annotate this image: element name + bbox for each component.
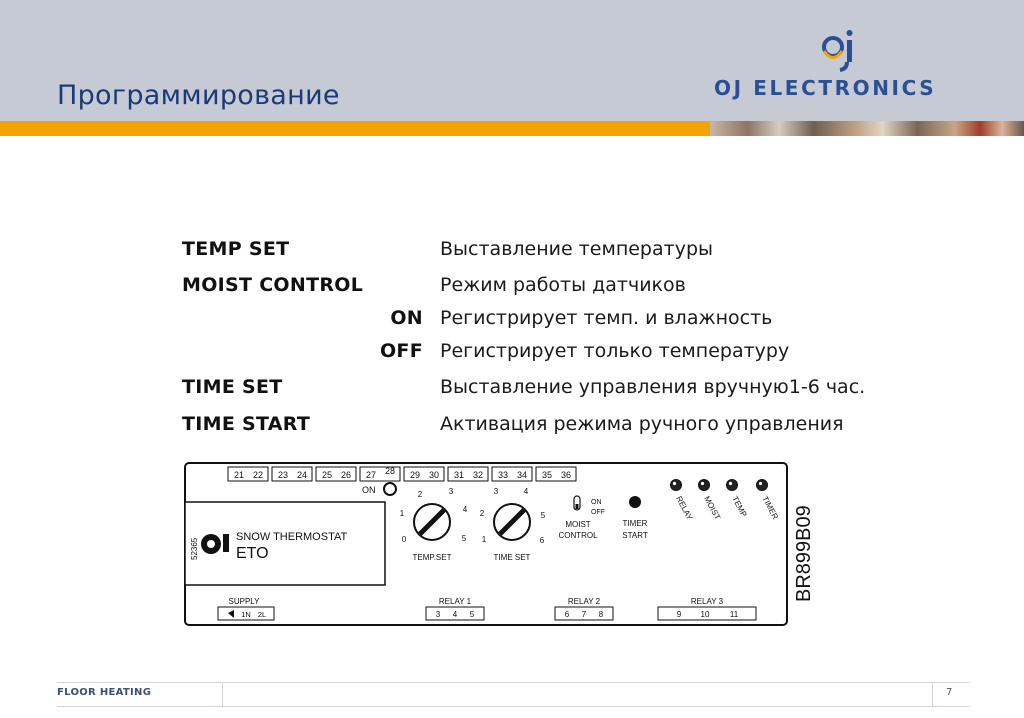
led-label: TEMP — [730, 494, 749, 519]
temp-set-dial[interactable] — [414, 504, 450, 540]
device-model: ETO — [236, 545, 269, 562]
moist-control-switch[interactable] — [574, 496, 580, 510]
dial-scale-label: 5 — [461, 534, 467, 543]
dial-scale-label: 2 — [479, 509, 485, 518]
terminal-label: 23 — [277, 470, 289, 480]
terminal-label: 30 — [428, 470, 440, 480]
timer-start-label-line2: START — [622, 531, 648, 540]
definition-row — [330, 307, 423, 329]
control-panel-diagram — [182, 460, 822, 632]
row-term: TIME SET — [182, 376, 283, 398]
terminal-label: 28 — [384, 466, 396, 476]
relay1-label: RELAY 1 — [438, 597, 472, 606]
terminal-label: 11 — [729, 610, 739, 619]
terminal-label: 4 — [452, 610, 458, 619]
definition-row — [182, 274, 363, 296]
led-label: RELAY — [674, 494, 695, 522]
terminal-label: 24 — [296, 470, 308, 480]
terminal-label: 36 — [560, 470, 572, 480]
footer-section-label: FLOOR HEATING — [57, 687, 152, 698]
terminal-label: 8 — [598, 610, 604, 619]
switch-off-label: OFF — [591, 509, 605, 516]
row-definition: Регистрирует только температуру — [440, 340, 790, 362]
terminal-label: 21 — [233, 470, 245, 480]
dial-scale-label: 1 — [399, 509, 405, 518]
terminal-label: 10 — [700, 610, 710, 619]
terminal-label: 7 — [581, 610, 587, 619]
row-term: ON — [390, 307, 423, 329]
dial-scale-label: 3 — [493, 487, 499, 496]
part-number: BR899B09 — [793, 505, 815, 602]
footer-bottom-rule — [57, 706, 970, 707]
row-definition: Режим работы датчиков — [440, 274, 686, 296]
terminal-label: 9 — [676, 610, 682, 619]
terminal-label: 34 — [516, 470, 528, 480]
terminal-label: 27 — [365, 470, 377, 480]
terminal-label: 6 — [564, 610, 570, 619]
switch-on-label: ON — [591, 499, 602, 506]
moist-control-label-line1: MOIST — [565, 520, 591, 529]
time-set-label: TIME SET — [493, 553, 531, 562]
page-number: 7 — [946, 687, 953, 698]
terminal-label: 1N — [241, 610, 251, 619]
device-name: SNOW THERMOSTAT — [236, 531, 348, 543]
device-number: 52365 — [190, 537, 199, 560]
terminal-label: 22 — [252, 470, 264, 480]
oj-logo-icon — [710, 28, 980, 78]
terminal-label: 5 — [469, 610, 475, 619]
row-term: OFF — [379, 340, 423, 362]
definition-row — [182, 413, 310, 435]
row-definition: Регистрирует темп. и влажность — [440, 307, 773, 329]
terminal-label: 32 — [472, 470, 484, 480]
on-indicator-label: ON — [362, 485, 376, 495]
terminal-label: 35 — [541, 470, 553, 480]
dial-scale-label: 0 — [401, 535, 407, 544]
timer-start-button[interactable] — [629, 496, 641, 508]
led-label: MOIST — [702, 494, 723, 522]
relay3-label: RELAY 3 — [690, 597, 724, 606]
led-label: TIMER — [760, 494, 780, 521]
supply-label: SUPPLY — [228, 597, 260, 606]
dial-scale-label: 4 — [523, 487, 529, 496]
brand-name: OJ ELECTRONICS — [714, 76, 937, 100]
definition-row — [182, 238, 289, 260]
terminal-label: 25 — [321, 470, 333, 480]
terminal-label: 31 — [453, 470, 465, 480]
footer-divider — [222, 683, 223, 707]
dial-scale-label: 4 — [462, 505, 468, 514]
dial-scale-label: 1 — [481, 535, 487, 544]
row-definition: Активация режима ручного управления — [440, 413, 844, 435]
dial-scale-label: 5 — [540, 511, 546, 520]
terminal-label: 3 — [435, 610, 441, 619]
dial-scale-label: 6 — [539, 536, 545, 545]
row-definition: Выставление управления вручную1-6 час. — [440, 376, 866, 398]
terminal-label: 2L — [257, 610, 267, 619]
moist-control-label-line2: CONTROL — [558, 531, 598, 540]
dial-scale-label: 2 — [417, 490, 423, 499]
row-term: MOIST CONTROL — [182, 274, 364, 296]
row-term: TIME START — [182, 413, 311, 435]
header-photo-strip — [710, 121, 1024, 136]
definition-row — [330, 340, 423, 362]
footer-top-rule — [57, 682, 970, 683]
relay2-label: RELAY 2 — [567, 597, 601, 606]
row-definition: Выставление температуры — [440, 238, 714, 260]
time-set-dial[interactable] — [494, 504, 530, 540]
accent-bar — [0, 121, 710, 136]
terminal-label: 33 — [497, 470, 509, 480]
timer-start-label-line1: TIMER — [622, 519, 648, 528]
dial-scale-label: 3 — [448, 487, 454, 496]
footer-divider — [932, 683, 933, 707]
terminal-label: 26 — [340, 470, 352, 480]
row-term: TEMP SET — [182, 238, 290, 260]
terminal-label: 29 — [409, 470, 421, 480]
definition-row — [182, 376, 283, 398]
oj-mini-logo-icon — [201, 534, 229, 554]
page-title: Программирование — [57, 80, 340, 111]
temp-set-label: TEMP.SET — [412, 553, 452, 562]
